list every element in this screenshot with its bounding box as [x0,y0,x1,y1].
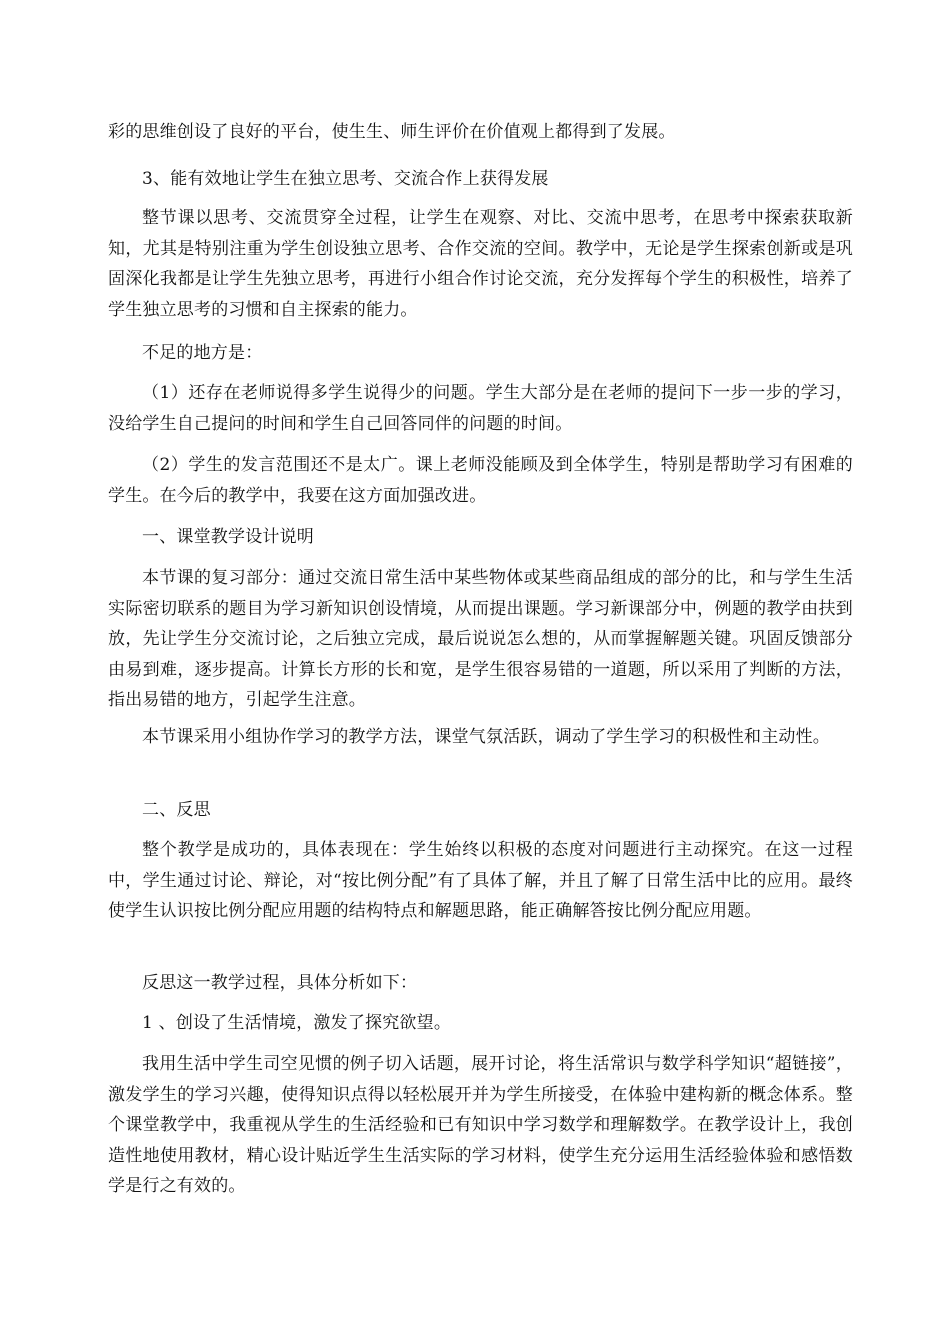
heading-point-3: 3、能有效地让学生在独立思考、交流合作上获得发展 [142,169,549,189]
paragraph-group-learning: 本节课采用小组协作学习的教学方法，课堂气氛活跃，调动了学生学习的积极性和主动性。 [142,727,830,747]
paragraph-overall-success: 整个教学是成功的，具体表现在：学生始终以积极的态度对问题进行主动探究。在这一过程中，学生通过讨论、辩论，对“按比例分配”有了具体了解，并且了解了日常生活中比的应用。最终使学生认识按比例分配应用题的结构特点和解题思路，能正确解答按比例分配应用题。 [108,840,853,921]
paragraph-shortcoming-1: （1）还存在老师说得多学生说得少的问题。学生大部分是在老师的提问下一步一步的学习，没给学生自己提问的时间和学生自己回答同伴的问题的时间。 [108,383,853,434]
paragraph-shortcoming-2: （2）学生的发言范围还不是太广。课上老师没能顾及到全体学生，特别是帮助学习有困难的学生。在今后的教学中，我要在这方面加强改进。 [108,455,853,506]
paragraph-life-situation: 我用生活中学生司空见惯的例子切入话题，展开讨论，将生活常识与数学科学知识“超链接”，激发学生的学习兴趣，使得知识点得以轻松展开并为学生所接受，在体验中建构新的概念体系。整个课堂教学中，我重视从学生的生活经验和已有知识中学习数学和理解数学。在教学设计上，我创造性地使用教材，精心设计贴近学生生活实际的学习材料，使学生充分运用生活经验体验和感悟数学是行之有效的。 [108,1054,853,1196]
heading-shortcomings: 不足的地方是： [142,343,263,363]
paragraph-review-part: 本节课的复习部分：通过交流日常生活中某些物体或某些商品组成的部分的比，和与学生生活实际密切联系的题目为学习新知识创设情境，从而提出课题。学习新课部分中，例题的教学由扶到放，先让学生分交流讨论，之后独立完成，最后说说怎么想的，从而掌握解题关键。巩固反馈部分由易到难，逐步提高。计算长方形的长和宽，是学生很容易错的一道题，所以采用了判断的方法，指出易错的地方，引起学生注意。 [108,568,853,710]
paragraph-reflection-intro: 反思这一教学过程，具体分析如下： [142,973,418,993]
heading-section-one: 一、课堂教学设计说明 [142,527,314,547]
paragraph-thinking-exchange: 整节课以思考、交流贯穿全过程，让学生在观察、对比、交流中思考，在思考中探索获取新知，尤其是特别注重为学生创设独立思考、合作交流的空间。教学中，无论是学生探索创新或是巩固深化我都是让学生先独立思考，再进行小组合作讨论交流，充分发挥每个学生的积极性，培养了学生独立思考的习惯和自主探索的能力。 [108,208,853,320]
heading-section-two: 二、反思 [142,800,211,820]
heading-point-1: 1 、创设了生活情境，激发了探究欲望。 [142,1013,452,1033]
paragraph-continuation: 彩的思维创设了良好的平台，使生生、师生评价在价值观上都得到了发展。 [108,122,676,142]
